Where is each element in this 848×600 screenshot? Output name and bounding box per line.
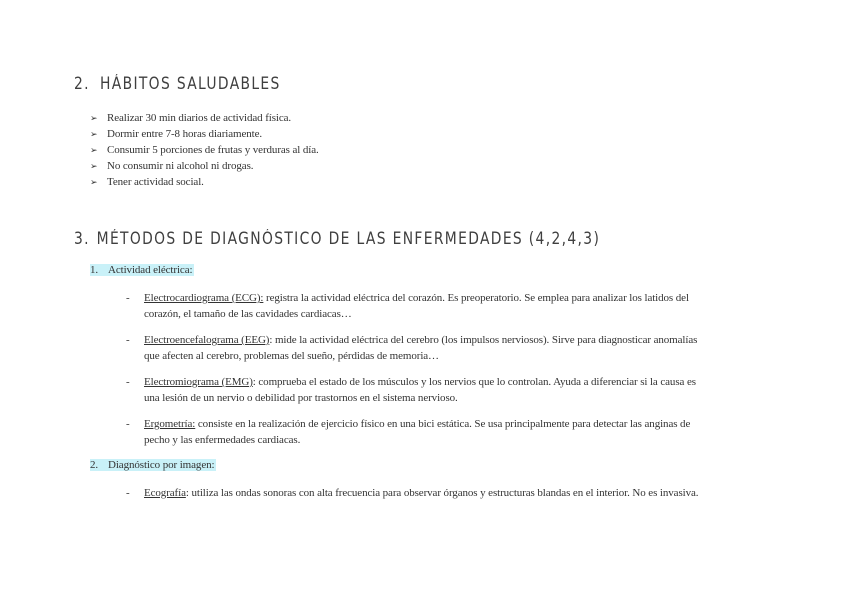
category-number: 2. bbox=[90, 459, 99, 471]
section-heading-metodos bbox=[74, 229, 600, 248]
habits-list bbox=[90, 110, 319, 190]
habit-item bbox=[90, 126, 319, 142]
habit-text: Realizar 30 min diarios de actividad física. bbox=[107, 112, 292, 124]
dash-bullet-icon: - bbox=[126, 487, 130, 499]
category-actividad-electrica bbox=[90, 263, 194, 278]
habit-item bbox=[90, 158, 319, 174]
method-description: : comprueba el estado de los músculos y los nervios que lo controlan. Ayuda a diferenciar si la causa es bbox=[252, 376, 696, 388]
method-line-continued: una lesión de un nervio o debilidad por trastornos en el sistema nervioso. bbox=[144, 392, 458, 404]
category-highlight bbox=[90, 264, 194, 276]
method-line bbox=[144, 416, 774, 432]
method-term: Ecografía bbox=[144, 487, 186, 499]
section-title: MÉTODOS DE DIAGNÓSTICO DE LAS ENFERMEDADES (4,2,4,3) bbox=[96, 229, 601, 248]
method-description: : utiliza las ondas sonoras con alta frecuencia para observar órganos y estructuras blandas en el interior. No es invasiva. bbox=[185, 487, 699, 499]
method-line-continued: pecho y las enfermedades cardiacas. bbox=[144, 434, 301, 446]
habit-text: No consumir ni alcohol ni drogas. bbox=[107, 160, 254, 172]
method-description: : mide la actividad eléctrica del cerebro (los impulsos nerviosos). Sirve para diagnosticar anomalías bbox=[269, 334, 698, 346]
category-diagnostico-imagen bbox=[90, 458, 216, 473]
category-highlight bbox=[90, 459, 216, 471]
category-number: 1. bbox=[90, 264, 99, 276]
method-term: Electrocardiograma (ECG): bbox=[144, 292, 264, 304]
dash-bullet-icon: - bbox=[126, 418, 130, 430]
category-label: Actividad eléctrica: bbox=[108, 264, 193, 276]
habit-text: Tener actividad social. bbox=[107, 176, 204, 188]
method-term: Electroencefalograma (EEG) bbox=[144, 334, 270, 346]
method-line-continued: que afecten al cerebro, problemas del sueño, pérdidas de memoria… bbox=[144, 350, 439, 362]
section-number: 3. bbox=[74, 229, 90, 248]
dash-bullet-icon: - bbox=[126, 334, 130, 346]
method-description: consiste en la realización de ejercicio físico en una bici estática. Se usa principalmente para detectar las anginas de bbox=[195, 418, 691, 430]
habit-item bbox=[90, 110, 319, 126]
habit-item bbox=[90, 174, 319, 190]
habit-text: Consumir 5 porciones de frutas y verduras al día. bbox=[107, 144, 319, 156]
arrow-bullet-icon: ➢ bbox=[90, 162, 98, 172]
arrow-bullet-icon: ➢ bbox=[90, 130, 98, 140]
arrow-bullet-icon: ➢ bbox=[90, 114, 98, 124]
arrow-bullet-icon: ➢ bbox=[90, 146, 98, 156]
category-label: Diagnóstico por imagen: bbox=[108, 459, 215, 471]
method-line bbox=[144, 290, 774, 306]
method-term: Ergometría: bbox=[144, 418, 196, 430]
method-line bbox=[144, 374, 774, 390]
section-heading-habitos bbox=[74, 74, 281, 93]
arrow-bullet-icon: ➢ bbox=[90, 178, 98, 188]
dash-bullet-icon: - bbox=[126, 376, 130, 388]
method-description: registra la actividad eléctrica del corazón. Es preoperatorio. Se emplea para analizar los latidos del bbox=[263, 292, 689, 304]
method-term: Electromiograma (EMG) bbox=[144, 376, 253, 388]
habit-item bbox=[90, 142, 319, 158]
section-number: 2. bbox=[74, 74, 90, 93]
section-title: HÁBITOS SALUDABLES bbox=[100, 74, 281, 93]
habit-text: Dormir entre 7-8 horas diariamente. bbox=[107, 128, 263, 140]
method-line-continued: corazón, el tamaño de las cavidades cardiacas… bbox=[144, 308, 352, 320]
method-line bbox=[144, 485, 774, 501]
dash-bullet-icon: - bbox=[126, 292, 130, 304]
method-line bbox=[144, 332, 774, 348]
